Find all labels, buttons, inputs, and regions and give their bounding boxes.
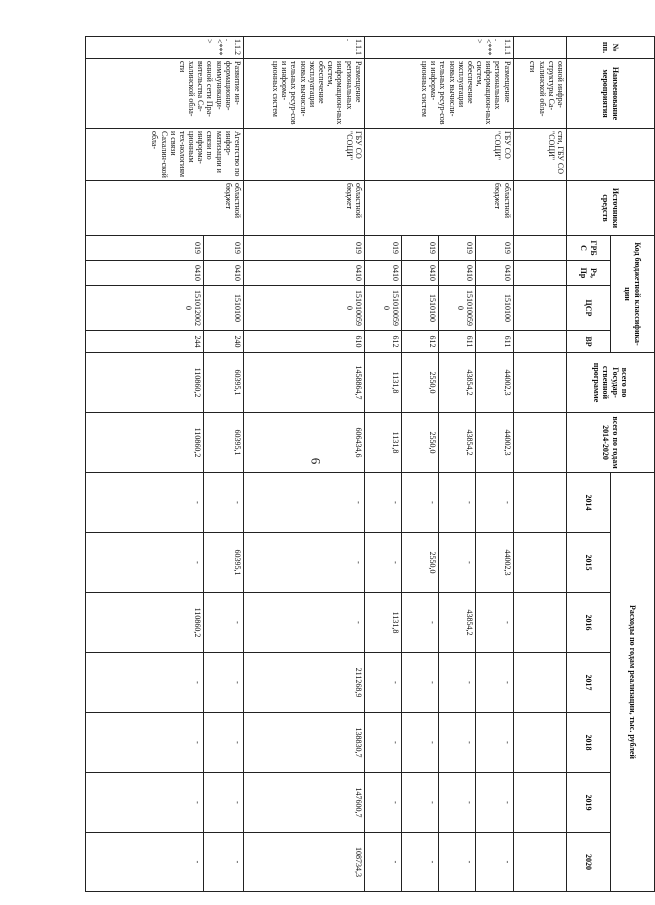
cell-rzpr: 0410 <box>203 261 243 286</box>
cell-csr: 151010059 0 <box>244 286 365 331</box>
cell-2018: - <box>364 713 401 773</box>
cell-csr: 151010059 0 <box>439 286 476 331</box>
cell-2015: - <box>244 533 365 593</box>
cell-rzpr: 0410 <box>244 261 365 286</box>
cell-grbs: 019 <box>476 236 513 261</box>
cell-executor: ГБУ СО "СОЦИ" <box>364 129 513 181</box>
cell-source: областной бюджет <box>86 181 244 236</box>
cell-2020: 108734,3 <box>244 833 365 892</box>
cell-2016: - <box>476 593 513 653</box>
rotated-table-wrapper <box>85 36 655 891</box>
cell-2020: - <box>203 833 243 892</box>
cell-2016: 110860,2 <box>86 593 204 653</box>
cell-source: областной бюджет <box>364 181 513 236</box>
cell <box>513 331 566 353</box>
cell <box>513 286 566 331</box>
cell-2018: - <box>203 713 243 773</box>
cell-vr: 611 <box>439 331 476 353</box>
cell <box>513 236 566 261</box>
cell-csr: 151010059 0 <box>364 286 401 331</box>
cell <box>513 413 566 473</box>
cell-2019: - <box>476 773 513 833</box>
cell-2020: - <box>364 833 401 892</box>
cell <box>513 593 566 653</box>
cell-2015: - <box>439 533 476 593</box>
cell-2014: - <box>244 473 365 533</box>
cell <box>513 533 566 593</box>
cell-vr: 244 <box>86 331 204 353</box>
cell-2016: - <box>244 593 365 653</box>
cell-2019: 147600,7 <box>244 773 365 833</box>
cell-name: онной инфра-структуры Са-халинской обла-сти <box>513 59 566 129</box>
cell-total-years: 110860,2 <box>86 413 204 473</box>
cell <box>513 353 566 413</box>
cell-2020: - <box>402 833 439 892</box>
cell <box>513 773 566 833</box>
cell-rzpr: 0410 <box>439 261 476 286</box>
header-total-gp: всего по Государ-ственной программе <box>567 353 655 413</box>
cell <box>513 713 566 773</box>
page-number: 6 <box>308 457 324 465</box>
cell-rzpr: 0410 <box>364 261 401 286</box>
cell-grbs: 019 <box>439 236 476 261</box>
cell-2017: - <box>86 653 204 713</box>
cell-csr: 1510100 <box>203 286 243 331</box>
cell-no: 1.1.1. <box>244 37 365 59</box>
cell-2015: - <box>86 533 204 593</box>
cell-vr: 240 <box>203 331 243 353</box>
cell-csr: 1510100 <box>476 286 513 331</box>
cell-rzpr: 0410 <box>476 261 513 286</box>
cell-total-years: 2550,0 <box>402 413 439 473</box>
cell-executor: ГБУ СО "СОЦИ" <box>244 129 365 181</box>
cell-2015: 60395,1 <box>203 533 243 593</box>
cell-2014: - <box>402 473 439 533</box>
header-year-2015: 2015 <box>567 533 611 593</box>
header-year-2017: 2017 <box>567 653 611 713</box>
cell-2019: - <box>364 773 401 833</box>
cell-2017: - <box>402 653 439 713</box>
cell-csr: 151012002 0 <box>86 286 204 331</box>
cell-grbs: 019 <box>244 236 365 261</box>
cell-name: Размещение региональных информацион-ных систем, обеспечение эксплуатации новых вычисли-тельных ресур-сов и информа-ционных систем <box>244 59 365 129</box>
header-kbk: Код бюджетной классифика-ции <box>611 236 655 353</box>
cell-executor: сти, ГБУ СО "СОЦИ" <box>513 129 566 181</box>
header-year-2019: 2019 <box>567 773 611 833</box>
cell-total-years: 60395,1 <box>203 413 243 473</box>
header-year-2016: 2016 <box>567 593 611 653</box>
cell-total-years: 1131,8 <box>364 413 401 473</box>
header-csr: ЦСР <box>567 286 611 331</box>
cell-grbs: 019 <box>402 236 439 261</box>
cell-2014: - <box>476 473 513 533</box>
cell-2019: - <box>86 773 204 833</box>
cell-source: областной бюджет <box>244 181 365 236</box>
header-vr: ВР <box>567 331 611 353</box>
cell-2017: - <box>364 653 401 713</box>
cell-vr: 611 <box>476 331 513 353</box>
cell-vr: 612 <box>364 331 401 353</box>
table-row <box>203 37 243 892</box>
cell-name: Размещение региональных информацион-ных систем, обеспечение эксплуатации новых вычисли-тельных ресур-сов и информа-ционных систем <box>364 59 513 129</box>
cell <box>513 37 566 59</box>
header-year-2014: 2014 <box>567 473 611 533</box>
cell-2014: - <box>364 473 401 533</box>
cell-total-gp: 2550,0 <box>402 353 439 413</box>
cell-2015: 2550,0 <box>402 533 439 593</box>
cell-2018: 138830,7 <box>244 713 365 773</box>
cell-2017: 211268,9 <box>244 653 365 713</box>
cell <box>513 833 566 892</box>
header-year-2018: 2018 <box>567 713 611 773</box>
cell-2016: 1131,8 <box>364 593 401 653</box>
header-executor <box>567 129 655 181</box>
cell-2015: - <box>364 533 401 593</box>
cell-2014: - <box>439 473 476 533</box>
cell-2020: - <box>439 833 476 892</box>
cell-no: 1.1.1. <***> <box>364 37 513 59</box>
cell-csr: 1510100 <box>402 286 439 331</box>
header-expenses: Расходы по годам реализации, тыс. рублей <box>611 473 655 892</box>
cell-grbs: 019 <box>203 236 243 261</box>
cell-2020: - <box>476 833 513 892</box>
cell-2015: 44002,3 <box>476 533 513 593</box>
cell-total-years: 606434,6 <box>244 413 365 473</box>
table-row <box>513 37 566 892</box>
cell <box>513 653 566 713</box>
header-no: № пп. <box>567 37 655 59</box>
header-total-years: всего по годам 2014-2020 <box>567 413 655 473</box>
header-rzpr: Рз, Пр <box>567 261 611 286</box>
cell <box>513 261 566 286</box>
cell-2019: - <box>402 773 439 833</box>
header-source: Источники средств <box>567 181 655 236</box>
cell-2018: - <box>439 713 476 773</box>
cell <box>513 473 566 533</box>
cell-2019: - <box>439 773 476 833</box>
cell-total-gp: 1458864,7 <box>244 353 365 413</box>
cell-2016: - <box>402 593 439 653</box>
cell-2017: - <box>203 653 243 713</box>
cell-2018: - <box>86 713 204 773</box>
header-year-2020: 2020 <box>567 833 611 892</box>
cell-total-gp: 60395,1 <box>203 353 243 413</box>
budget-table <box>85 36 655 892</box>
cell-name: Развитие ин-формационно-коммуникаци-онной сети Пра-вительства Са-халинской обла-сти <box>86 59 244 129</box>
cell-total-gp: 110860,2 <box>86 353 204 413</box>
header-grbs: ГРБ С <box>567 236 611 261</box>
cell-2014: - <box>86 473 204 533</box>
cell-2018: - <box>476 713 513 773</box>
cell-total-gp: 44002,3 <box>476 353 513 413</box>
cell-2020: - <box>86 833 204 892</box>
cell-vr: 612 <box>402 331 439 353</box>
cell-2016: 43854,2 <box>439 593 476 653</box>
cell-executor: Агентство по инфор-матизации и связи по информа-ционным тех-нологиям и связи Сахалин-ской обла- <box>86 129 244 181</box>
header-name: Наименование мероприятия <box>567 59 655 129</box>
cell-2018: - <box>402 713 439 773</box>
cell-2014: - <box>203 473 243 533</box>
cell-rzpr: 0410 <box>402 261 439 286</box>
cell-total-gp: 1131,8 <box>364 353 401 413</box>
cell-total-years: 43854,2 <box>439 413 476 473</box>
table-row <box>244 37 365 892</box>
cell-2017: - <box>476 653 513 713</box>
cell-2016: - <box>203 593 243 653</box>
cell-grbs: 019 <box>364 236 401 261</box>
cell-total-years: 44002,3 <box>476 413 513 473</box>
cell <box>513 181 566 236</box>
cell-no: 1.1.2. <***> <box>86 37 244 59</box>
cell-2017: - <box>439 653 476 713</box>
cell-vr: 610 <box>244 331 365 353</box>
cell-rzpr: 0410 <box>86 261 204 286</box>
cell-2019: - <box>203 773 243 833</box>
table-row <box>476 37 513 892</box>
cell-total-gp: 43854,2 <box>439 353 476 413</box>
cell-grbs: 019 <box>86 236 204 261</box>
